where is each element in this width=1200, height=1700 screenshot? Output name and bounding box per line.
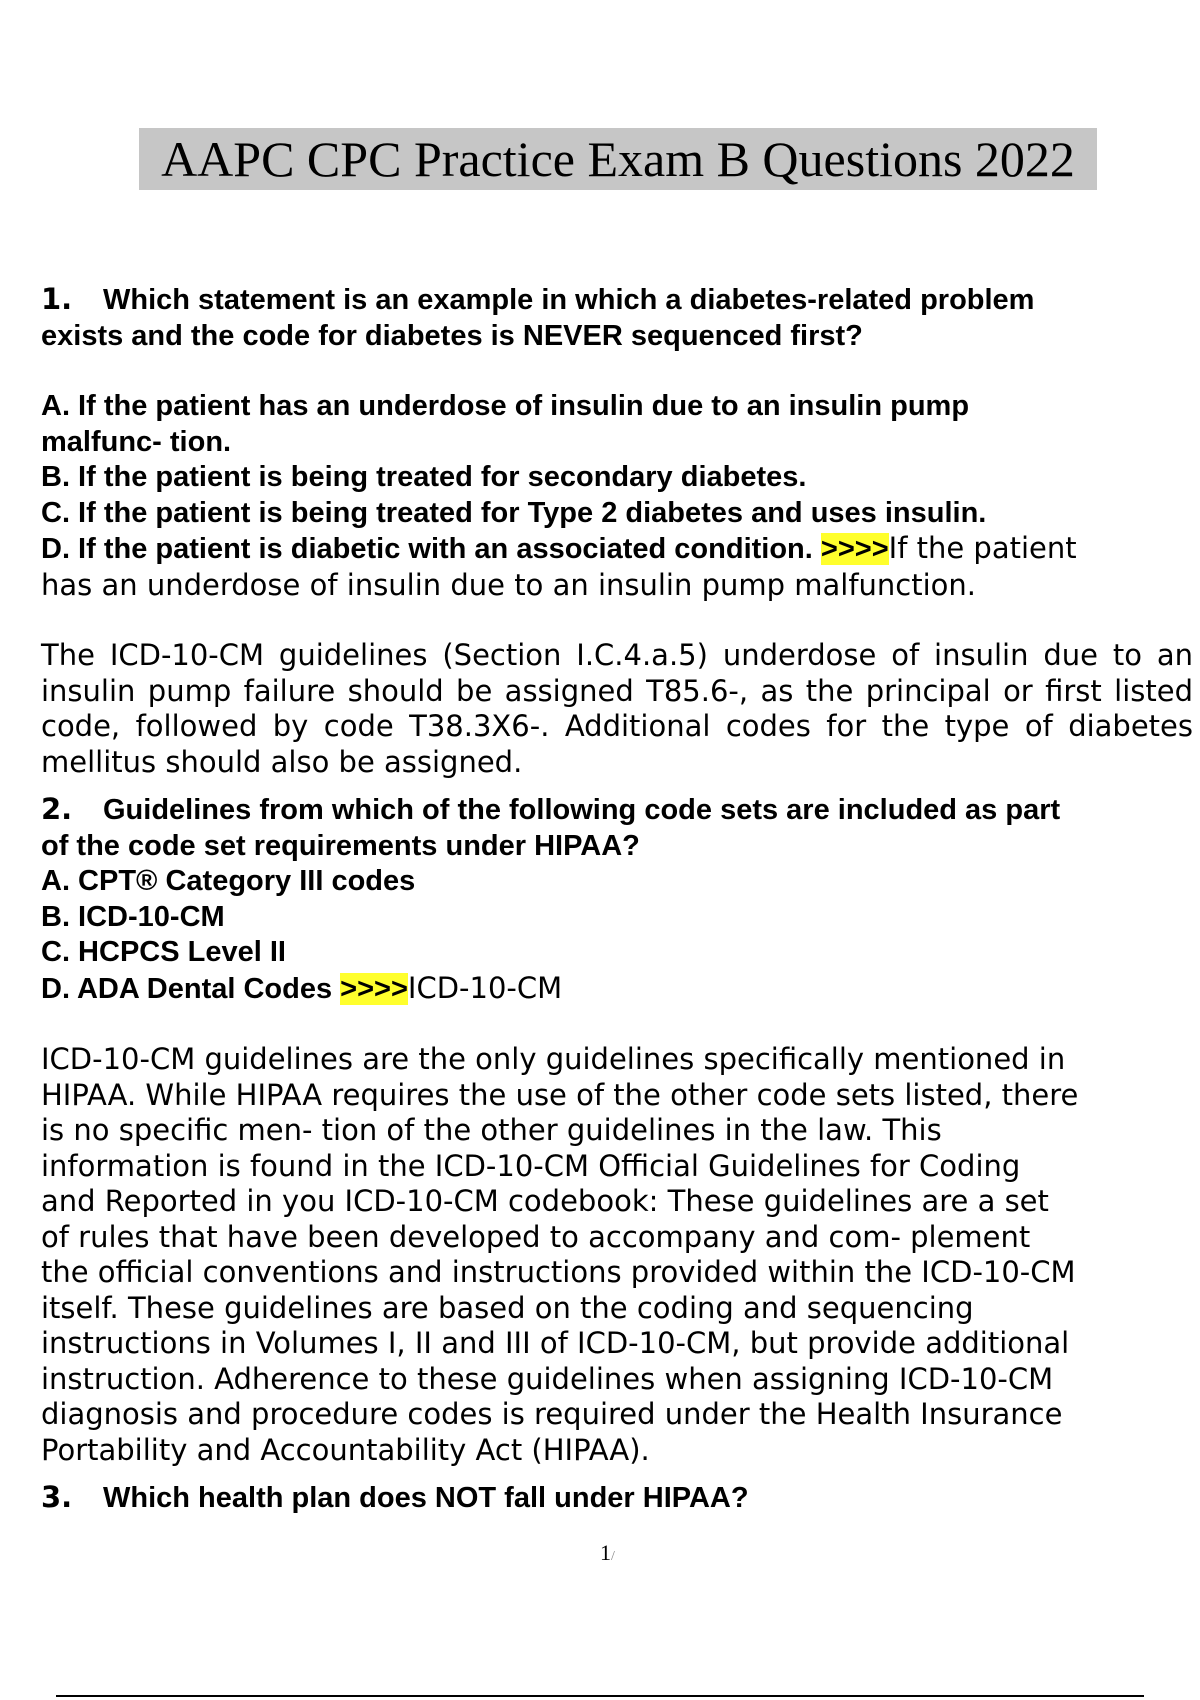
question-1-option-d xyxy=(41,531,1193,568)
question-2-explanation-line-5: and Reported in you ICD-10-CM codebook: These guidelines are a set xyxy=(41,1184,1049,1218)
question-2-line-2: of the code set requirements under HIPAA? xyxy=(41,829,640,862)
question-1-number: 1. xyxy=(41,282,73,316)
answer-marker: >>>> xyxy=(820,533,889,565)
question-1-explanation: The ICD-10-CM guidelines (Section I.C.4.a.5) underdose of insulin due to an insulin pump failure should be assigned T85.6-, as the principal or first listed code, followed by code T38.3X6-. Additional codes for the type of diabetes mellitus should also be assigned. xyxy=(41,638,1193,779)
question-2-explanation-line-12: Portability and Accountability Act (HIPAA). xyxy=(41,1432,650,1467)
question-1-option-d-text: D. If the patient is diabetic with an associated condition. xyxy=(41,533,813,565)
question-1-option-c: C. If the patient is being treated for Type 2 diabetes and uses insulin. xyxy=(41,496,987,529)
footer-divider xyxy=(56,1695,1144,1697)
question-2-option-c: C. HCPCS Level II xyxy=(41,936,286,968)
question-2-text: Guidelines from which of the following code sets are included as part xyxy=(103,794,1061,826)
question-3-text: Which health plan does NOT fall under HIPAA? xyxy=(103,1482,749,1514)
question-1-option-b: B. If the patient is being treated for secondary diabetes. xyxy=(41,461,807,493)
question-2-explanation-line-1: ICD-10-CM guidelines are the only guidelines specifically mentioned in xyxy=(41,1042,1066,1076)
question-1-text: Which statement is an example in which a diabetes-related problem xyxy=(103,284,1035,316)
question-2-option-d xyxy=(41,971,1193,1008)
question-2-number: 2. xyxy=(41,792,73,826)
question-2-explanation-line-9: instructions in Volumes I, II and III of ICD-10-CM, but provide additional xyxy=(41,1326,1070,1360)
question-2-explanation-line-2: HIPAA. While HIPAA requires the use of the other code sets listed, there xyxy=(41,1077,1079,1112)
answer-marker: >>>> xyxy=(340,972,408,1005)
document-body xyxy=(41,282,1193,1517)
question-2 xyxy=(41,792,1193,1468)
question-2-option-d-text: D. ADA Dental Codes xyxy=(41,972,333,1005)
question-2-explanation-line-11: diagnosis and procedure codes is required under the Health Insurance xyxy=(41,1397,1063,1431)
question-2-explanation-line-4: information is found in the ICD-10-CM Official Guidelines for Coding xyxy=(41,1148,1021,1183)
question-1-line-2: exists and the code for diabetes is NEVER sequenced first? xyxy=(41,319,863,352)
question-2-explanation-line-3: is no specific men- tion of the other guidelines in the law. This xyxy=(41,1113,942,1147)
question-3-line-1 xyxy=(41,1480,1193,1517)
question-3 xyxy=(41,1480,1193,1517)
question-2-line-1 xyxy=(41,792,1193,829)
question-2-explanation-line-8: itself. These guidelines are based on the coding and sequencing xyxy=(41,1290,974,1325)
page-number xyxy=(600,1540,615,1566)
question-1-option-a-cont: malfunc- tion. xyxy=(41,425,232,458)
question-2-explanation-line-7: the official conventions and instructions provided within the ICD-10-CM xyxy=(41,1255,1076,1289)
question-3-number: 3. xyxy=(41,1480,73,1514)
question-2-option-b: B. ICD-10-CM xyxy=(41,900,225,933)
question-2-explanation-line-10: instruction. Adherence to these guidelines when assigning ICD-10-CM xyxy=(41,1361,1054,1396)
question-2-option-a: A. CPT® Category III codes xyxy=(41,865,416,897)
page-title: AAPC CPC Practice Exam B Questions 2022 xyxy=(139,128,1097,190)
page-number-suffix: / xyxy=(611,1549,615,1564)
question-1-answer: If the patient xyxy=(888,531,1077,565)
question-2-explanation-line-6: of rules that have been developed to accompany and com- plement xyxy=(41,1219,1031,1254)
question-2-answer: ICD-10-CM xyxy=(407,970,563,1005)
question-1 xyxy=(41,282,1193,780)
question-1-option-a: A. If the patient has an underdose of insulin due to an insulin pump xyxy=(41,390,970,422)
question-1-line-1 xyxy=(41,282,1193,319)
page-number-value: 1 xyxy=(600,1540,611,1565)
question-1-answer-cont: has an underdose of insulin due to an insulin pump malfunction. xyxy=(41,567,977,602)
